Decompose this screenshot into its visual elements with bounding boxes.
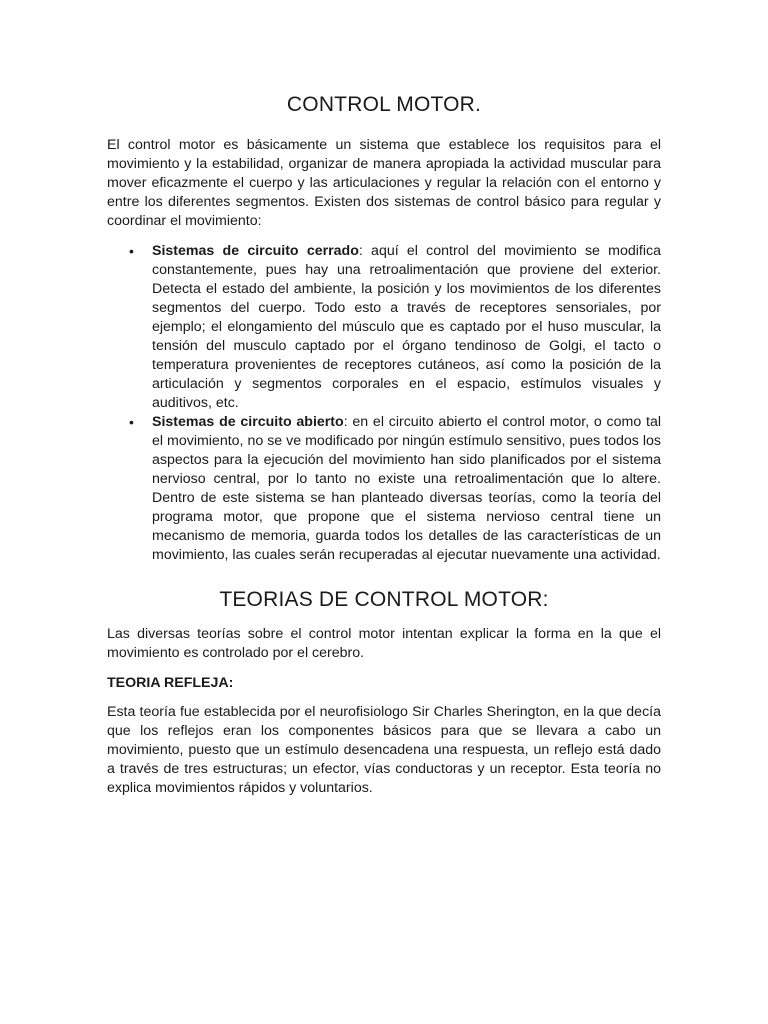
- section-intro-paragraph: Las diversas teorías sobre el control motor intentan explicar la forma en la que el movimiento es controlado por el cerebro.: [107, 626, 661, 661]
- list-item-text: : aquí el control del movimiento se modifica constantemente, pues hay una retroalimentación que proviene del exterior. Detecta el estado del ambiente, la posición y los movimientos de los diferentes segmentos del cuerpo. Todo esto a través de receptores sensoriales, por ejemplo; el elongamiento del músculo que es captado por el huso muscular, la tensión del musculo captado por el órgano tendinoso de Golgi, el tacto o temperatura provenientes de receptores cutáneos, así como la posición de la articulación y segmentos corporales en el espacio, estímulos visuales y auditivos, etc.: [152, 243, 661, 411]
- bullet-icon: •: [129, 414, 134, 430]
- document-page: [107, 92, 661, 809]
- document-title: CONTROL MOTOR.: [286, 93, 482, 116]
- list-item-term: Sistemas de circuito cerrado: [152, 243, 359, 259]
- bullet-icon: •: [129, 243, 134, 259]
- teoria-refleja-paragraph: Esta teoría fue establecida por el neurofisiologo Sir Charles Sherington, en la que decía que los reflejos eran los componentes básicos para que se llevara a cabo un movimiento, puesto que un estímulo desencadena una respuesta, un reflejo está dado a través de tres estructuras; un efector, vías conductoras y un receptor. Esta teoría no explica movimientos rápidos y voluntarios.: [107, 704, 661, 796]
- systems-list: [107, 242, 661, 565]
- subheading-teoria-refleja: TEORIA REFLEJA:: [107, 675, 234, 691]
- list-item-open-circuit: [107, 413, 661, 565]
- list-item-closed-circuit: [107, 242, 661, 413]
- list-item-term: Sistemas de circuito abierto: [152, 414, 344, 430]
- intro-paragraph: El control motor es básicamente un sistema que establece los requisitos para el movimiento y la estabilidad, organizar de manera apropiada la actividad muscular para mover eficazmente el cuerpo y las articulaciones y regular la relación con el entorno y entre los diferentes segmentos. Existen dos sistemas de control básico para regular y coordinar el movimiento:: [107, 137, 661, 229]
- list-item-text: : en el circuito abierto el control motor, o como tal el movimiento, no se ve modificado por ningún estímulo sensitivo, pues todos los aspectos para la ejecución del movimiento han sido planificados por el sistema nervioso central, por lo tanto no existe una retroalimentación que lo altere. Dentro de este sistema se han planteado diversas teorías, como la teoría del programa motor, que propone que el sistema nervioso central tiene un mecanismo de memoria, guarda todos los detalles de las características de un movimiento, las cuales serán recuperadas al ejecutar nuevamente una actividad.: [152, 414, 661, 563]
- section-title: TEORIAS DE CONTROL MOTOR:: [219, 588, 549, 611]
